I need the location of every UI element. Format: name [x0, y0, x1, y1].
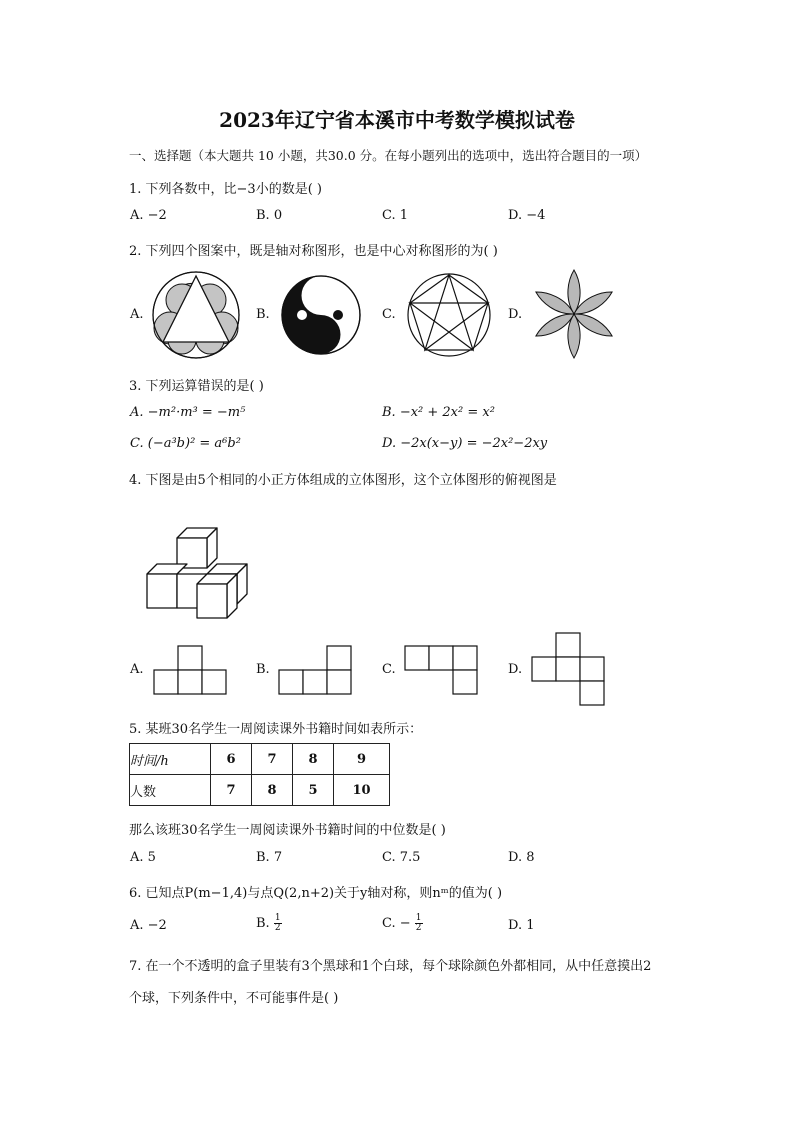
question-6-stem: 6. 已知点P(m−1,4)与点Q(2,n+2)关于y轴对称，则nᵐ的值为( )	[129, 886, 503, 901]
q2-figure-b-yin-yang[interactable]	[280, 274, 362, 356]
section-heading: 一、选择题（本大题共 10 小题，共30.0 分。在每小题列出的选项中，选出符合题目的一项）	[129, 148, 648, 163]
q6-option-a[interactable]: A. −2	[130, 918, 167, 933]
q4-view-b[interactable]	[278, 644, 354, 696]
question-2-stem: 2. 下列四个图案中，既是轴对称图形，也是中心对称图形的为( )	[129, 244, 498, 259]
table-row	[130, 744, 390, 775]
q2-figure-a-triangle-circle[interactable]	[150, 270, 242, 360]
q4-cube-figure	[140, 526, 258, 626]
table-cell: 6	[211, 744, 252, 775]
q4-view-d[interactable]	[531, 631, 607, 707]
question-1-stem: 1. 下列各数中，比−3小的数是( )	[129, 182, 322, 197]
q3-option-d[interactable]: D. −2x(x−y) = −2x²−2xy	[382, 436, 548, 451]
table-header-time: 时间/h	[130, 744, 211, 775]
q6-option-c-fraction	[415, 914, 423, 933]
q3-option-a[interactable]: A. −m²·m³ = −m⁵	[130, 405, 246, 420]
q1-option-c[interactable]: C. 1	[382, 208, 409, 223]
q1-option-a[interactable]: A. −2	[130, 208, 167, 223]
q2-option-b-label[interactable]: B.	[256, 307, 270, 322]
q2-option-c-label[interactable]: C.	[382, 307, 396, 322]
q2-figure-d-flower[interactable]	[530, 268, 618, 360]
q5-data-table	[129, 743, 390, 806]
q1-option-d[interactable]: D. −4	[508, 208, 546, 223]
q2-figure-c-pentagram[interactable]	[405, 272, 493, 358]
question-5-follow: 那么该班30名学生一周阅读课外书籍时间的中位数是( )	[129, 823, 446, 838]
q4-option-d-label[interactable]: D.	[508, 662, 523, 677]
question-7-line-2: 个球，下列条件中，不可能事件是( )	[129, 991, 339, 1006]
table-cell: 9	[334, 744, 390, 775]
q4-view-c[interactable]	[404, 644, 480, 696]
q6-option-d[interactable]: D. 1	[508, 918, 535, 933]
question-3-stem: 3. 下列运算错误的是( )	[129, 379, 264, 394]
table-cell: 7	[252, 744, 293, 775]
fraction-numerator: 1	[415, 913, 422, 923]
q3-option-b[interactable]: B. −x² + 2x² = x²	[382, 405, 495, 420]
q6-option-b-fraction	[274, 914, 282, 933]
fraction-denominator: 2	[415, 923, 422, 933]
question-7-line-1: 7. 在一个不透明的盒子里装有3个黑球和1个白球，每个球除颜色外都相同，从中任意摸出2	[129, 959, 652, 974]
table-header-count: 人数	[130, 775, 211, 806]
q5-option-d[interactable]: D. 8	[508, 850, 535, 865]
question-5-stem: 5. 某班30名学生一周阅读课外书籍时间如表所示：	[129, 722, 423, 737]
question-4-stem: 4. 下图是由5个相同的小正方体组成的立体图形，这个立体图形的俯视图是	[129, 473, 557, 488]
q2-option-d-label[interactable]: D.	[508, 307, 523, 322]
q4-option-c-label[interactable]: C.	[382, 662, 396, 677]
q4-option-b-label[interactable]: B.	[256, 662, 270, 677]
q6-option-c-label: C. −	[382, 916, 411, 931]
q3-option-c[interactable]: C. (−a³b)² = a⁶b²	[130, 436, 241, 451]
q4-view-a[interactable]	[153, 644, 229, 696]
q5-option-b[interactable]: B. 7	[256, 850, 283, 865]
table-cell: 10	[334, 775, 390, 806]
table-cell: 5	[293, 775, 334, 806]
q4-option-a-label[interactable]: A.	[130, 662, 144, 677]
q2-option-a-label[interactable]: A.	[130, 307, 144, 322]
q5-option-c[interactable]: C. 7.5	[382, 850, 421, 865]
q6-option-c[interactable]	[382, 914, 423, 933]
table-row	[130, 775, 390, 806]
q6-option-b[interactable]	[256, 914, 282, 933]
table-cell: 8	[252, 775, 293, 806]
q1-option-b[interactable]: B. 0	[256, 208, 283, 223]
page-title: 2023年辽宁省本溪市中考数学模拟试卷	[219, 108, 575, 132]
table-cell: 8	[293, 744, 334, 775]
fraction-denominator: 2	[274, 923, 281, 933]
fraction-numerator: 1	[274, 913, 281, 923]
table-cell: 7	[211, 775, 252, 806]
q5-option-a[interactable]: A. 5	[130, 850, 156, 865]
q6-option-b-label: B.	[256, 916, 270, 931]
